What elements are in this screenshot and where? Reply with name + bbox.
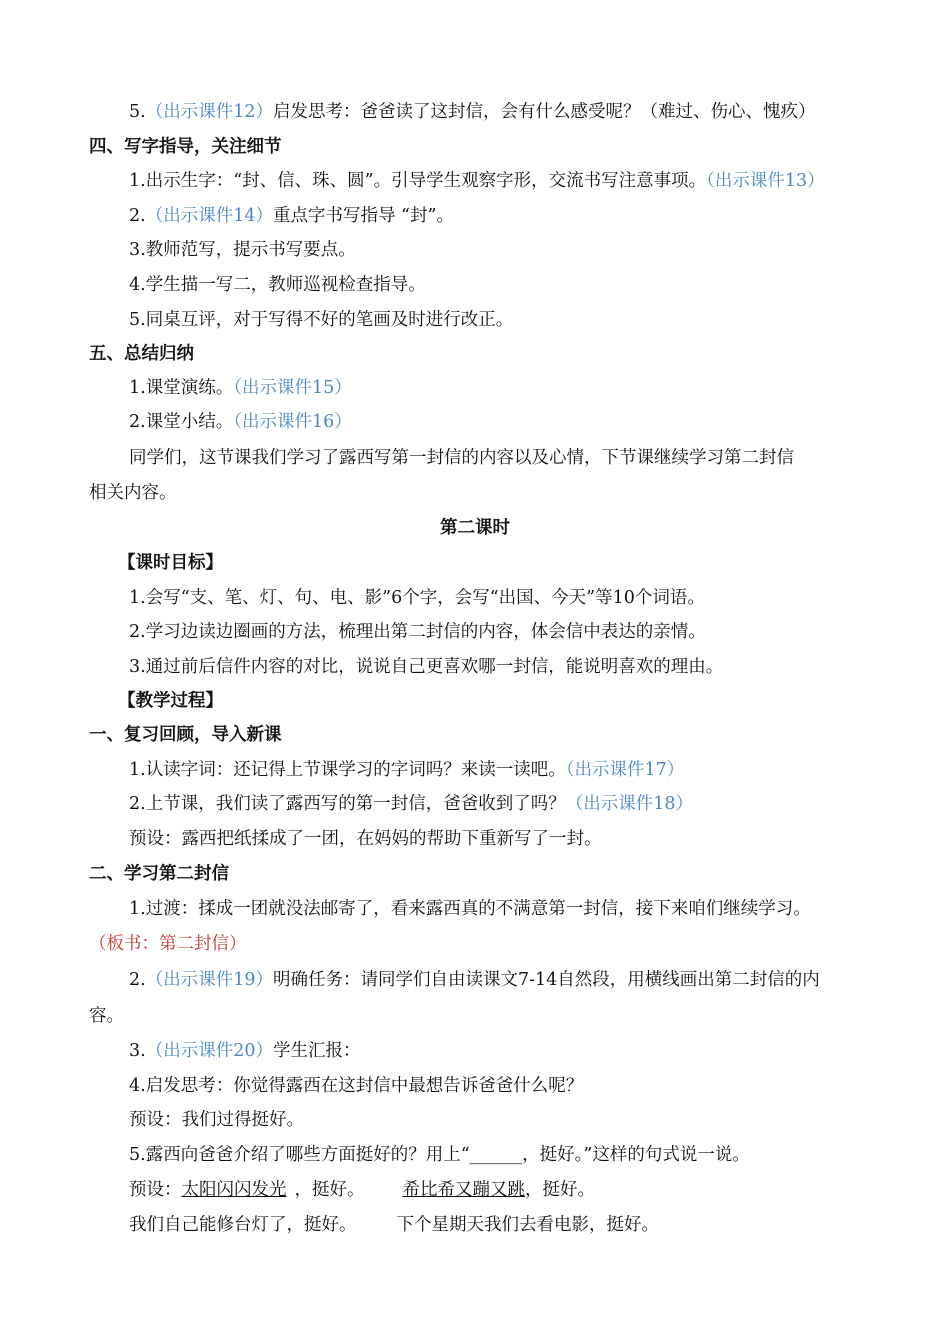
para-l4: 3.教师范写，提示书写要点。 <box>129 240 356 260</box>
para-l9: 同学们，这节课我们学习了露西写第一封信的内容以及心情，下节课继续学习第二封信 <box>129 448 794 468</box>
text: 启发思考：爸爸读了这封信，会有什么感受呢？（难过、伤心、愧疚） <box>272 102 816 122</box>
para-p2 <box>0 792 950 816</box>
goal-3: 3.通过前后信件内容的对比，说说自己更喜欢哪一封信，能说明喜欢的理由。 <box>129 657 724 677</box>
text: 重点字书写指导 “封”。 <box>272 206 454 226</box>
courseware-ref: （出示课件19） <box>145 970 273 990</box>
text: ，挺好。 <box>525 1180 595 1200</box>
text: 2. <box>129 970 146 990</box>
para-q6: 5.露西向爸爸介绍了哪些方面挺好的？用上“______，挺好。”这样的句式说一说。 <box>129 1145 750 1165</box>
para-q4: 4.启发思考：你觉得露西在这封信中最想告诉爸爸什么呢？ <box>129 1076 584 1096</box>
text: 2. <box>129 206 146 226</box>
para-q1: 1.过渡：揉成一团就没法邮寄了，看来露西真的不满意第一封信，接下来咱们继续学习。 <box>129 899 811 919</box>
text: 预设： <box>129 1180 182 1200</box>
text: 5. <box>129 102 146 122</box>
text: 1.课堂演练。 <box>129 378 234 398</box>
underlined-phrase: 太阳闪闪发光 <box>181 1180 287 1200</box>
para-l10: 相关内容。 <box>89 483 177 503</box>
text: 下个星期天我们去看电影，挺好。 <box>396 1215 659 1235</box>
para-q2 <box>0 968 950 992</box>
para-q7 <box>0 1178 950 1202</box>
process-heading: 【教学过程】 <box>118 691 223 711</box>
para-l7 <box>0 376 950 400</box>
section-heading-1: 一、复习回顾，导入新课 <box>89 725 282 745</box>
text: 2.课堂小结。 <box>129 412 234 432</box>
para-l5: 4.学生描一写二，教师巡视检查指导。 <box>129 275 426 295</box>
para-q2b: 容。 <box>89 1006 124 1026</box>
blackboard-note: （板书：第二封信） <box>89 934 247 954</box>
para-q8 <box>0 1213 950 1237</box>
text: 明确任务：请同学们自由读课文7-14自然段，用横线画出第二封信的内 <box>272 970 820 990</box>
section-heading-5: 五、总结归纳 <box>89 344 194 364</box>
courseware-ref: （出示课件12） <box>145 102 273 122</box>
courseware-ref: （出示课件20） <box>145 1041 273 1061</box>
text: 3. <box>129 1041 146 1061</box>
courseware-ref: （出示课件17） <box>565 760 685 780</box>
text: 1.认读字词：还记得上节课学习的字词吗？来读一读吧。 <box>129 760 566 780</box>
para-l1 <box>0 100 950 124</box>
goal-2: 2.学习边读边圈画的方法，梳理出第二封信的内容，体会信中表达的亲情。 <box>129 622 706 642</box>
underlined-phrase: 希比希又蹦又跳 <box>402 1180 525 1200</box>
courseware-ref: （出示课件18） <box>565 794 693 814</box>
para-l6: 5.同桌互评，对于写得不好的笔画及时进行改正。 <box>129 310 514 330</box>
courseware-ref: （出示课件16） <box>233 412 352 432</box>
text: 我们自己能修台灯了，挺好。 <box>129 1215 357 1235</box>
section-heading-2: 二、学习第二封信 <box>89 864 229 884</box>
lesson-title: 第二课时 <box>440 518 510 538</box>
courseware-ref: （出示课件13） <box>706 171 825 191</box>
para-l2 <box>0 169 950 193</box>
text: ，挺好。 <box>294 1180 365 1200</box>
goals-heading: 【课时目标】 <box>118 553 223 573</box>
para-l8 <box>0 410 950 434</box>
para-p3: 预设：露西把纸揉成了一团，在妈妈的帮助下重新写了一封。 <box>129 829 602 849</box>
para-p1 <box>0 758 950 782</box>
text: 学生汇报： <box>272 1041 361 1061</box>
text: 1.出示生字：“封、信、珠、圆”。引导学生观察字形，交流书写注意事项。 <box>129 171 707 191</box>
text: 2.上节课，我们读了露西写的第一封信，爸爸收到了吗？ <box>129 794 566 814</box>
para-l3 <box>0 204 950 228</box>
courseware-ref: （出示课件15） <box>233 378 352 398</box>
para-q3 <box>0 1039 950 1063</box>
goal-1: 1.会写“支、笔、灯、句、电、影”6个字，会写“出国、今天”等10个词语。 <box>129 588 705 608</box>
section-heading-4: 四、写字指导，关注细节 <box>89 137 282 157</box>
courseware-ref: （出示课件14） <box>145 206 273 226</box>
para-q5: 预设：我们过得挺好。 <box>129 1110 304 1130</box>
